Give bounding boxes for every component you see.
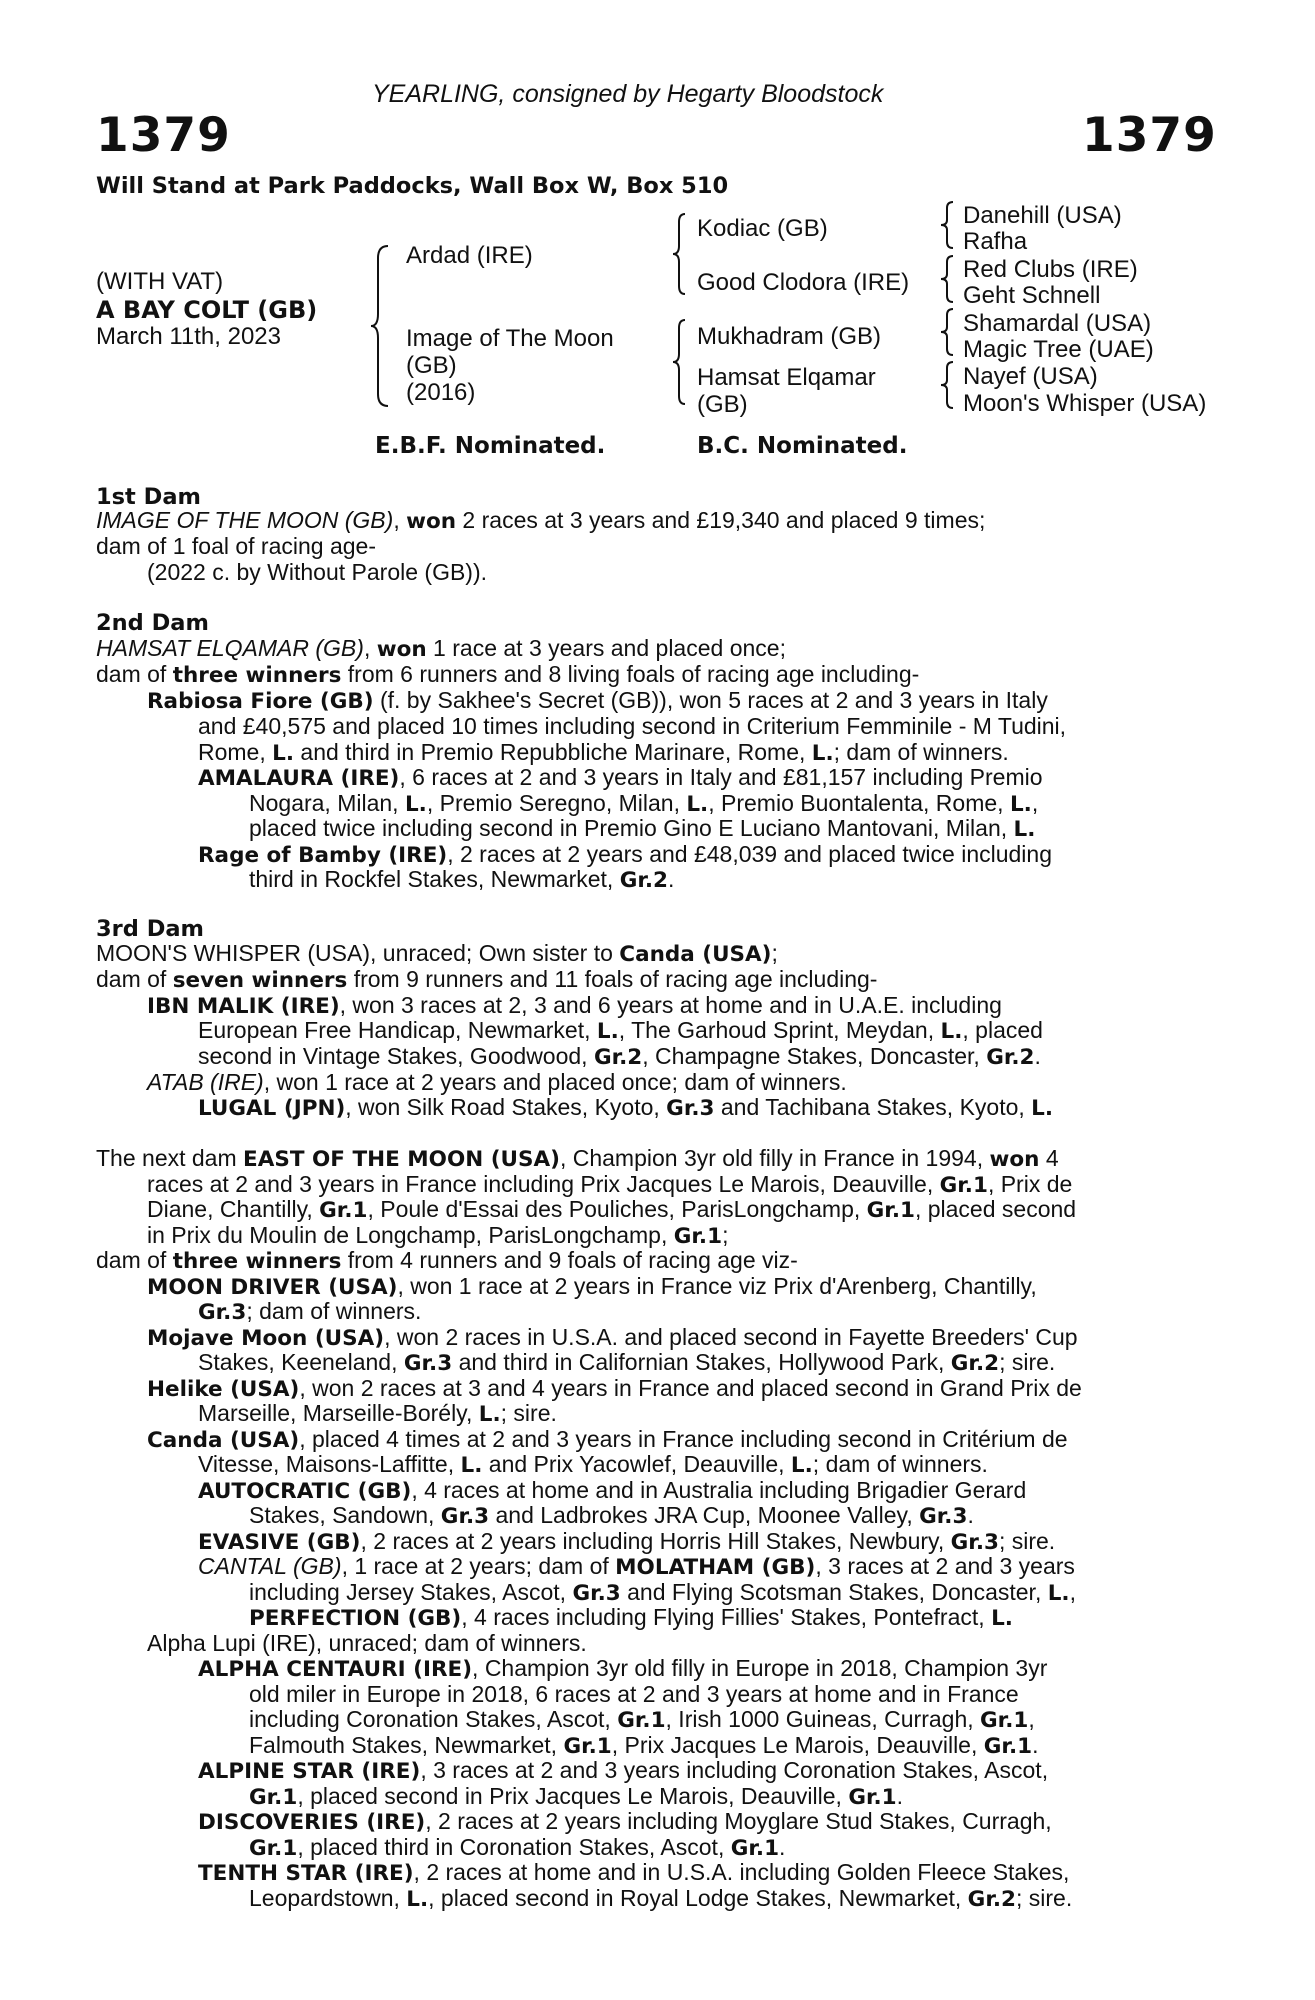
first-dam-heading: 1st Dam (96, 484, 201, 510)
pedigree-brace-g3-2 (940, 254, 956, 309)
pedigree-brace-g3-3 (940, 307, 956, 362)
lot-number-left: 1379 (96, 108, 231, 163)
sire-name: Ardad (IRE) (406, 242, 533, 269)
first-dam-line: IMAGE OF THE MOON (GB), won 2 races at 3 years and £19,340 and placed 9 times; (96, 507, 986, 534)
produce-entry: IBN MALIK (IRE), won 3 races at 2, 3 and 6 years at home and in U.A.E. including (147, 992, 1002, 1019)
next-dam-line: in Prix du Moulin de Longchamp, ParisLongchamp, Gr.1; (147, 1222, 729, 1249)
produce-entry-cont: Rome, L. and third in Premio Repubbliche Marinare, Rome, L.; dam of winners. (198, 739, 1009, 766)
first-dam-produce-line: (2022 c. by Without Parole (GB)). (147, 559, 488, 585)
stand-location: Will Stand at Park Paddocks, Wall Box W, Box 510 (96, 173, 729, 199)
produce-entry: Helike (USA), won 2 races at 3 and 4 years in France and placed second in Grand Prix de (147, 1375, 1082, 1402)
bc-nominated: B.C. Nominated. (697, 433, 908, 459)
second-dam-line: dam of three winners from 6 runners and 8 living foals of racing age including- (96, 661, 920, 688)
g3-name-2: Rafha (963, 228, 1028, 255)
produce-entry: Alpha Lupi (IRE), unraced; dam of winners. (147, 1630, 587, 1656)
g3-name-6: Magic Tree (UAE) (963, 336, 1154, 363)
produce-entry-cont: European Free Handicap, Newmarket, L., The Garhoud Sprint, Meydan, L., placed (198, 1017, 1043, 1044)
produce-entry-cont: including Coronation Stakes, Ascot, Gr.1, Irish 1000 Guineas, Curragh, Gr.1, (249, 1706, 1035, 1733)
pedigree-brace-main (370, 244, 392, 414)
produce-entry: ALPINE STAR (IRE), 3 races at 2 and 3 years including Coronation Stakes, Ascot, (198, 1757, 1049, 1784)
produce-entry-cont: Falmouth Stakes, Newmarket, Gr.1, Prix Jacques Le Marois, Deauville, Gr.1. (249, 1732, 1039, 1759)
produce-entry: Rage of Bamby (IRE), 2 races at 2 years and £48,039 and placed twice including (198, 841, 1053, 868)
produce-entry-cont: Vitesse, Maisons-Laffitte, L. and Prix Yacowlef, Deauville, L.; dam of winners. (198, 1451, 988, 1478)
produce-entry: Canda (USA), placed 4 times at 2 and 3 years in France including second in Critérium de (147, 1426, 1068, 1453)
produce-entry: Mojave Moon (USA), won 2 races in U.S.A. and placed second in Fayette Breeders' Cup (147, 1324, 1078, 1351)
produce-entry: AMALAURA (IRE), 6 races at 2 and 3 years in Italy and £81,157 including Premio (198, 764, 1043, 791)
produce-entry-cont: third in Rockfel Stakes, Newmarket, Gr.2. (249, 866, 675, 893)
pedigree-brace-g3-1 (940, 200, 956, 255)
produce-entry: Rabiosa Fiore (GB) (f. by Sakhee's Secret (GB)), won 5 races at 2 and 3 years in Italy (147, 687, 1048, 714)
next-dam-line: The next dam EAST OF THE MOON (USA), Champion 3yr old filly in France in 1994, won 4 (96, 1145, 1059, 1172)
produce-entry-cont: Gr.1, placed second in Prix Jacques Le Marois, Deauville, Gr.1. (249, 1783, 904, 1810)
g3-name-5: Shamardal (USA) (963, 310, 1152, 337)
next-dam-line: dam of three winners from 4 runners and 9 foals of racing age viz- (96, 1247, 798, 1274)
produce-entry: LUGAL (JPN), won Silk Road Stakes, Kyoto, Gr.3 and Tachibana Stakes, Kyoto, L. (198, 1094, 1054, 1121)
dam-dam-name-line-1: Hamsat Elqamar (697, 364, 876, 391)
produce-entry-cont: Leopardstown, L., placed second in Royal Lodge Stakes, Newmarket, Gr.2; sire. (249, 1885, 1073, 1912)
g3-name-3: Red Clubs (IRE) (963, 256, 1138, 283)
produce-entry: CANTAL (GB), 1 race at 2 years; dam of MOLATHAM (GB), 3 races at 2 and 3 years (198, 1553, 1075, 1580)
produce-entry-cont: PERFECTION (GB), 4 races including Flying Fillies' Stakes, Pontefract, L. (249, 1604, 1013, 1631)
pedigree-brace-sire (672, 212, 688, 302)
produce-entry-cont: old miler in Europe in 2018, 6 races at 2 and 3 years at home and in France (249, 1681, 1019, 1707)
produce-entry: MOON DRIVER (USA), won 1 race at 2 years in France viz Prix d'Arenberg, Chantilly, (147, 1273, 1037, 1300)
third-dam-line: MOON'S WHISPER (USA), unraced; Own sister to Canda (USA); (96, 940, 778, 967)
produce-entry: ATAB (IRE), won 1 race at 2 years and placed once; dam of winners. (147, 1069, 847, 1095)
next-dam-line: races at 2 and 3 years in France including Prix Jacques Le Marois, Deauville, Gr.1, Prix de (147, 1171, 1073, 1198)
produce-entry-cont: including Jersey Stakes, Ascot, Gr.3 and Flying Scotsman Stakes, Doncaster, L., (249, 1579, 1076, 1606)
second-dam-heading: 2nd Dam (96, 610, 209, 636)
third-dam-heading: 3rd Dam (96, 916, 204, 942)
page-subtitle: YEARLING, consigned by Hegarty Bloodstock (372, 80, 884, 108)
produce-entry: ALPHA CENTAURI (IRE), Champion 3yr old filly in Europe in 2018, Champion 3yr (198, 1655, 1048, 1682)
dam-sire-name: Mukhadram (GB) (697, 323, 882, 350)
produce-entry-cont: Stakes, Sandown, Gr.3 and Ladbrokes JRA Cup, Moonee Valley, Gr.3. (249, 1502, 974, 1529)
sire-dam-name: Good Clodora (IRE) (697, 269, 910, 296)
produce-entry-cont: and £40,575 and placed 10 times including second in Criterium Femminile - M Tudini, (198, 713, 1067, 739)
sire-sire-name: Kodiac (GB) (697, 215, 828, 242)
dam-dam-name-line-2: (GB) (697, 391, 748, 418)
ebf-nominated: E.B.F. Nominated. (375, 433, 606, 459)
pedigree-brace-dam (672, 318, 688, 413)
g3-name-4: Geht Schnell (963, 282, 1101, 309)
produce-entry-cont: Stakes, Keeneland, Gr.3 and third in Californian Stakes, Hollywood Park, Gr.2; sire. (198, 1349, 1056, 1376)
produce-entry: TENTH STAR (IRE), 2 races at home and in U.S.A. including Golden Fleece Stakes, (198, 1859, 1070, 1886)
produce-entry-cont: Gr.1, placed third in Coronation Stakes, Ascot, Gr.1. (249, 1834, 786, 1861)
pedigree-brace-g3-4 (940, 360, 956, 415)
produce-entry: DISCOVERIES (IRE), 2 races at 2 years including Moyglare Stud Stakes, Curragh, (198, 1808, 1052, 1835)
second-dam-line: HAMSAT ELQAMAR (GB), won 1 race at 3 years and placed once; (96, 635, 786, 662)
produce-entry: EVASIVE (GB), 2 races at 2 years including Horris Hill Stakes, Newbury, Gr.3; sire. (198, 1528, 1056, 1555)
next-dam-line: Diane, Chantilly, Gr.1, Poule d'Essai des Pouliches, ParisLongchamp, Gr.1, placed second (147, 1196, 1077, 1223)
produce-entry: AUTOCRATIC (GB), 4 races at home and in Australia including Brigadier Gerard (198, 1477, 1027, 1504)
first-dam-line: dam of 1 foal of racing age- (96, 533, 376, 559)
lot-number-right: 1379 (1082, 108, 1217, 163)
horse-dob: March 11th, 2023 (96, 323, 282, 350)
g3-name-1: Danehill (USA) (963, 202, 1122, 229)
vat-note: (WITH VAT) (96, 268, 224, 295)
dam-name-line-3: (2016) (406, 379, 476, 406)
g3-name-7: Nayef (USA) (963, 363, 1098, 390)
third-dam-line: dam of seven winners from 9 runners and 11 foals of racing age including- (96, 966, 878, 993)
g3-name-8: Moon's Whisper (USA) (963, 390, 1207, 417)
horse-name: A BAY COLT (GB) (96, 296, 318, 324)
produce-entry-cont: Marseille, Marseille-Borély, L.; sire. (198, 1400, 557, 1427)
produce-entry-cont: placed twice including second in Premio Gino E Luciano Mantovani, Milan, L. (249, 815, 1036, 842)
produce-entry-cont: Gr.3; dam of winners. (198, 1298, 422, 1325)
produce-entry-cont: second in Vintage Stakes, Goodwood, Gr.2, Champagne Stakes, Doncaster, Gr.2. (198, 1043, 1041, 1070)
dam-name-line-1: Image of The Moon (406, 325, 614, 352)
dam-name-line-2: (GB) (406, 352, 457, 379)
produce-entry-cont: Nogara, Milan, L., Premio Seregno, Milan, L., Premio Buontalenta, Rome, L., (249, 790, 1039, 817)
